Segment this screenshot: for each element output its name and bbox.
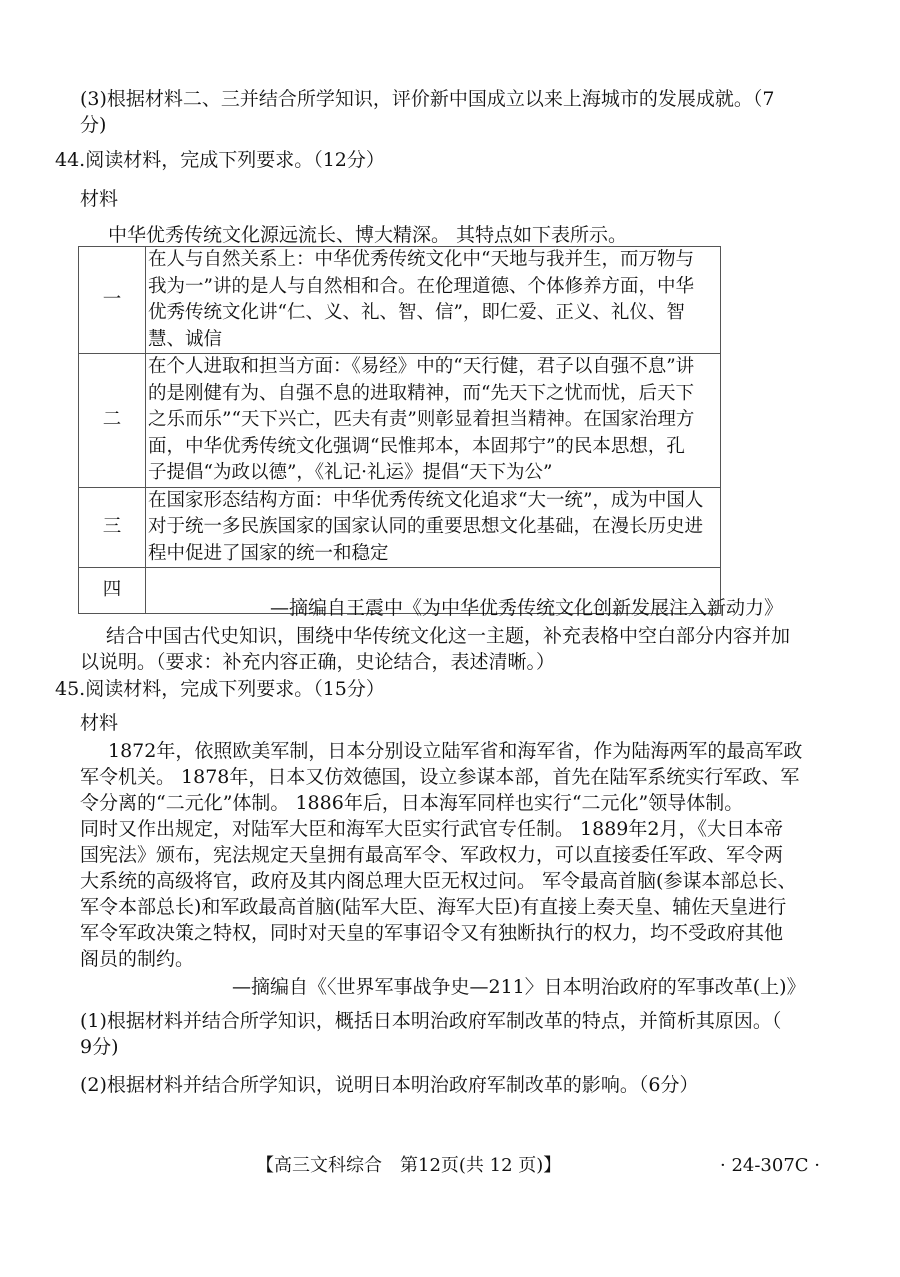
q44-task-line1: 结合中国古代史知识，围绕中华传统文化这一主题，补充表格中空白部分内容并加 — [106, 625, 791, 647]
q45-part1-line2: 9分) — [80, 1036, 119, 1058]
q44-material-label: 材料 — [80, 188, 119, 210]
row-content-line: 面，中华优秀传统文化强调“民惟邦本，本固邦宁”的民本思想，孔 — [148, 435, 685, 457]
q45-part2: (2)根据材料并结合所学知识，说明日本明治政府军制改革的影响。（6分） — [80, 1074, 699, 1096]
row-content-line: 对于统一多民族国家的国家认同的重要思想文化基础，在漫长历史进 — [148, 516, 704, 537]
q43-part3-line2: 分) — [80, 114, 107, 136]
q45-stem: 45.阅读材料，完成下列要求。（15分） — [55, 678, 385, 700]
row-number: 三 — [79, 487, 146, 568]
table-row — [79, 487, 721, 568]
exam-code: · 24-307C · — [720, 1155, 821, 1176]
q44-stem: 44.阅读材料，完成下列要求。（12分） — [55, 149, 385, 171]
row-content — [146, 247, 721, 354]
q45-body-line: 令分离的“二元化”体制。 1886年后，日本海军同样也实行“二元化”领导体制。 — [80, 792, 744, 814]
row-content-line: 在个人进取和担当方面：《易经》中的“天行健，君子以自强不息”讲 — [148, 356, 695, 377]
row-content-line: 我为一”讲的是人与自然相和合。在伦理道德、个体修养方面，中华 — [148, 275, 694, 297]
q45-body-line: 同时又作出规定，对陆军大臣和海军大臣实行武官专任制。 1889年2月，《大日本帝 — [80, 818, 783, 840]
row-content-line: 程中促进了国家的统一和稳定 — [148, 542, 389, 564]
row-number: 四 — [79, 568, 146, 614]
row-number: 二 — [79, 354, 146, 488]
q45-source: —摘编自《〈世界军事战争史—211〉日本明治政府的军事改革(上)》 — [232, 976, 806, 998]
q45-body-line: 军令机关。 1878年，日本又仿效德国，设立参谋本部，首先在陆军系统实行军政、军 — [80, 766, 800, 788]
q45-body-line: 军令本部总长)和军政最高首脑(陆军大臣、海军大臣)有直接上奏天皇、辅佐天皇进行 — [80, 896, 787, 918]
row-content — [146, 354, 721, 488]
row-content-line: 子提倡“为政以德”，《礼记·礼运》提倡“天下为公” — [148, 462, 553, 483]
culture-table — [78, 246, 721, 614]
q45-body-line: 国宪法》颁布，宪法规定天皇拥有最高军令、军政权力，可以直接委任军政、军令两 — [80, 844, 784, 866]
q45-part1-line1: (1)根据材料并结合所学知识，概括日本明治政府军制改革的特点，并简析其原因。（ — [80, 1010, 782, 1032]
q45-body-line: 1872年，依照欧美军制，日本分别设立陆军省和海军省，作为陆海两军的最高军政 — [108, 740, 803, 762]
row-number: 一 — [79, 247, 146, 354]
q44-source: —摘编自王震中《为中华优秀传统文化创新发展注入新动力》 — [270, 597, 784, 619]
q45-body-line: 大系统的高级将官，政府及其内阁总理大臣无权过问。 军令最高首脑(参谋本部总长、 — [80, 870, 797, 892]
q45-material-label: 材料 — [80, 712, 119, 734]
row-content-line: 的是刚健有为、自强不息的进取精神，而“先天下之忧而忧，后天下 — [148, 382, 694, 404]
row-content-line: 之乐而乐”“天下兴亡，匹夫有责”则彰显着担当精神。在国家治理方 — [148, 409, 695, 430]
table-row — [79, 354, 721, 488]
row-content-line: 慧、诚信 — [148, 328, 223, 350]
q44-intro: 中华优秀传统文化源远流长、博大精深。 其特点如下表所示。 — [108, 224, 628, 246]
page-footer-title: 【高三文科综合 第12页(共 12 页)】 — [256, 1155, 562, 1176]
q45-body-line: 阁员的制约。 — [80, 948, 195, 970]
q44-task-line2: 以说明。（要求：补充内容正确，史论结合，表述清晰。） — [80, 651, 556, 673]
row-content-line: 在人与自然关系上：中华优秀传统文化中“天地与我并生，而万物与 — [148, 249, 694, 270]
q43-part3-line1: (3)根据材料二、三并结合所学知识，评价新中国成立以来上海城市的发展成就。（7 — [80, 88, 775, 110]
row-content — [146, 487, 721, 568]
row-content-line: 优秀传统文化讲“仁、义、礼、智、信”，即仁爱、正义、礼仪、智 — [148, 302, 685, 323]
table-row — [79, 247, 721, 354]
q45-body-line: 军令军政决策之特权，同时对天皇的军事诏令又有独断执行的权力，均不受政府其他 — [80, 922, 784, 944]
row-content-line: 在国家形态结构方面：中华优秀传统文化追求“大一统”，成为中国人 — [148, 489, 704, 511]
